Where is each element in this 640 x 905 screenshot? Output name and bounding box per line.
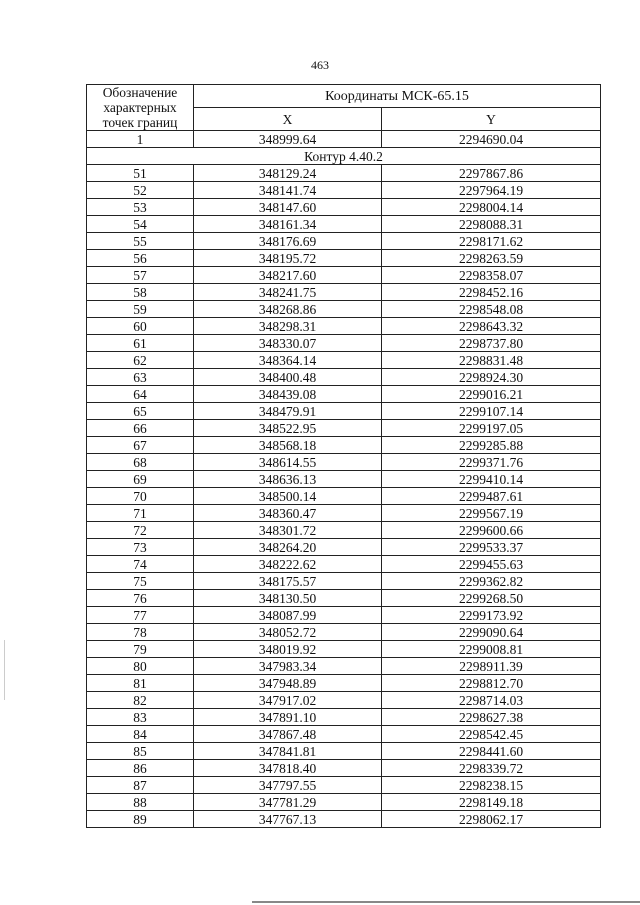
- x-coordinate-cell: 347818.40: [194, 760, 382, 777]
- y-coordinate-cell: 2298088.31: [382, 216, 601, 233]
- point-number-cell: 68: [87, 454, 194, 471]
- table-row: [87, 607, 601, 624]
- point-number-cell: 65: [87, 403, 194, 420]
- point-number-cell: 63: [87, 369, 194, 386]
- y-coordinate-cell: 2299410.14: [382, 471, 601, 488]
- table-row: [87, 131, 601, 148]
- point-number-cell: 78: [87, 624, 194, 641]
- x-coordinate-cell: 348195.72: [194, 250, 382, 267]
- x-coordinate-cell: 348175.57: [194, 573, 382, 590]
- x-coordinate-cell: 348568.18: [194, 437, 382, 454]
- table-row: [87, 522, 601, 539]
- y-coordinate-cell: 2298911.39: [382, 658, 601, 675]
- y-column-header: Y: [382, 108, 601, 131]
- point-number-cell: 52: [87, 182, 194, 199]
- y-coordinate-cell: 2298452.16: [382, 284, 601, 301]
- table-row: [87, 488, 601, 505]
- table-row: [87, 743, 601, 760]
- coordinates-table: [86, 84, 601, 828]
- table-row: [87, 420, 601, 437]
- point-header-line-1: Обозначение: [102, 85, 178, 100]
- point-number-cell: 85: [87, 743, 194, 760]
- y-coordinate-cell: 2298339.72: [382, 760, 601, 777]
- y-coordinate-cell: 2298831.48: [382, 352, 601, 369]
- point-number-cell: 87: [87, 777, 194, 794]
- x-coordinate-cell: 348636.13: [194, 471, 382, 488]
- y-coordinate-cell: 2299285.88: [382, 437, 601, 454]
- table-row: [87, 454, 601, 471]
- table-row: [87, 573, 601, 590]
- x-coordinate-cell: 347891.10: [194, 709, 382, 726]
- y-coordinate-cell: 2297867.86: [382, 165, 601, 182]
- x-column-header: X: [194, 108, 382, 131]
- section-title: Контур 4.40.2: [87, 148, 601, 165]
- point-number-cell: 71: [87, 505, 194, 522]
- table-row: [87, 352, 601, 369]
- point-number-cell: 72: [87, 522, 194, 539]
- point-number-cell: 84: [87, 726, 194, 743]
- table-row: [87, 624, 601, 641]
- x-coordinate-cell: 348161.34: [194, 216, 382, 233]
- point-number-cell: 56: [87, 250, 194, 267]
- point-number-cell: 81: [87, 675, 194, 692]
- point-number-cell: 82: [87, 692, 194, 709]
- point-number-cell: 55: [87, 233, 194, 250]
- x-coordinate-cell: 348479.91: [194, 403, 382, 420]
- page-number: 463: [311, 58, 329, 72]
- y-coordinate-cell: 2299600.66: [382, 522, 601, 539]
- y-coordinate-cell: 2298812.70: [382, 675, 601, 692]
- y-coordinate-cell: 2299090.64: [382, 624, 601, 641]
- table-row: [87, 284, 601, 301]
- table-row: [87, 590, 601, 607]
- y-coordinate-cell: 2299107.14: [382, 403, 601, 420]
- x-coordinate-cell: 348439.08: [194, 386, 382, 403]
- y-coordinate-cell: 2298643.32: [382, 318, 601, 335]
- section-row: [87, 148, 601, 165]
- point-number-cell: 1: [87, 131, 194, 148]
- point-number-cell: 73: [87, 539, 194, 556]
- y-coordinate-cell: 2299173.92: [382, 607, 601, 624]
- table-row: [87, 658, 601, 675]
- x-coordinate-cell: 348364.14: [194, 352, 382, 369]
- point-number-cell: 77: [87, 607, 194, 624]
- point-number-cell: 83: [87, 709, 194, 726]
- point-number-cell: 86: [87, 760, 194, 777]
- x-coordinate-cell: 348087.99: [194, 607, 382, 624]
- y-coordinate-cell: 2299371.76: [382, 454, 601, 471]
- point-number-cell: 66: [87, 420, 194, 437]
- table-row: [87, 369, 601, 386]
- table-row: [87, 318, 601, 335]
- point-number-cell: 67: [87, 437, 194, 454]
- table-row: [87, 726, 601, 743]
- x-coordinate-cell: 348147.60: [194, 199, 382, 216]
- point-number-cell: 89: [87, 811, 194, 828]
- point-number-cell: 57: [87, 267, 194, 284]
- table-row: [87, 641, 601, 658]
- table-row: [87, 675, 601, 692]
- point-number-cell: 54: [87, 216, 194, 233]
- y-coordinate-cell: 2299197.05: [382, 420, 601, 437]
- x-coordinate-cell: 348222.62: [194, 556, 382, 573]
- y-coordinate-cell: 2298627.38: [382, 709, 601, 726]
- y-coordinate-cell: 2298542.45: [382, 726, 601, 743]
- coordinates-header: Координаты МСК-65.15: [194, 85, 601, 108]
- y-coordinate-cell: 2298238.15: [382, 777, 601, 794]
- y-coordinate-cell: 2297964.19: [382, 182, 601, 199]
- y-coordinate-cell: 2298358.07: [382, 267, 601, 284]
- x-coordinate-cell: 348360.47: [194, 505, 382, 522]
- y-coordinate-cell: 2298924.30: [382, 369, 601, 386]
- x-coordinate-cell: 347983.34: [194, 658, 382, 675]
- point-number-cell: 53: [87, 199, 194, 216]
- x-coordinate-cell: 348019.92: [194, 641, 382, 658]
- table-row: [87, 250, 601, 267]
- table-row: [87, 403, 601, 420]
- x-coordinate-cell: 348141.74: [194, 182, 382, 199]
- x-coordinate-cell: 347948.89: [194, 675, 382, 692]
- y-coordinate-cell: 2298171.62: [382, 233, 601, 250]
- scan-edge-mark: [4, 640, 5, 700]
- y-coordinate-cell: 2299487.61: [382, 488, 601, 505]
- point-number-cell: 64: [87, 386, 194, 403]
- y-coordinate-cell: 2298062.17: [382, 811, 601, 828]
- x-coordinate-cell: 348522.95: [194, 420, 382, 437]
- x-coordinate-cell: 348052.72: [194, 624, 382, 641]
- point-number-cell: 51: [87, 165, 194, 182]
- x-coordinate-cell: 348301.72: [194, 522, 382, 539]
- y-coordinate-cell: 2298548.08: [382, 301, 601, 318]
- point-number-cell: 58: [87, 284, 194, 301]
- y-coordinate-cell: 2298004.14: [382, 199, 601, 216]
- point-number-cell: 62: [87, 352, 194, 369]
- point-number-cell: 60: [87, 318, 194, 335]
- x-coordinate-cell: 348298.31: [194, 318, 382, 335]
- table-row: [87, 386, 601, 403]
- table-row: [87, 301, 601, 318]
- x-coordinate-cell: 348400.48: [194, 369, 382, 386]
- x-coordinate-cell: 348500.14: [194, 488, 382, 505]
- point-number-cell: 74: [87, 556, 194, 573]
- y-coordinate-cell: 2298737.80: [382, 335, 601, 352]
- y-coordinate-cell: 2294690.04: [382, 131, 601, 148]
- table-row: [87, 165, 601, 182]
- table-row: [87, 471, 601, 488]
- x-coordinate-cell: 348330.07: [194, 335, 382, 352]
- table-row: [87, 437, 601, 454]
- table-row: [87, 709, 601, 726]
- x-coordinate-cell: 347917.02: [194, 692, 382, 709]
- table-row: [87, 505, 601, 522]
- x-coordinate-cell: 348264.20: [194, 539, 382, 556]
- table-row: [87, 777, 601, 794]
- point-number-cell: 59: [87, 301, 194, 318]
- x-coordinate-cell: 347867.48: [194, 726, 382, 743]
- x-coordinate-cell: 348176.69: [194, 233, 382, 250]
- point-number-cell: 80: [87, 658, 194, 675]
- y-coordinate-cell: 2299362.82: [382, 573, 601, 590]
- x-coordinate-cell: 348130.50: [194, 590, 382, 607]
- table-row: [87, 811, 601, 828]
- x-coordinate-cell: 348268.86: [194, 301, 382, 318]
- point-header-line-3: точек границ: [102, 115, 178, 130]
- table-row: [87, 556, 601, 573]
- x-coordinate-cell: 348999.64: [194, 131, 382, 148]
- x-coordinate-cell: 348614.55: [194, 454, 382, 471]
- point-number-cell: 88: [87, 794, 194, 811]
- table-row: [87, 794, 601, 811]
- y-coordinate-cell: 2299567.19: [382, 505, 601, 522]
- y-coordinate-cell: 2298714.03: [382, 692, 601, 709]
- point-number-cell: 79: [87, 641, 194, 658]
- scan-bottom-line: [252, 901, 640, 903]
- y-coordinate-cell: 2299016.21: [382, 386, 601, 403]
- y-coordinate-cell: 2298441.60: [382, 743, 601, 760]
- table-row: [87, 539, 601, 556]
- y-coordinate-cell: 2298149.18: [382, 794, 601, 811]
- x-coordinate-cell: 347841.81: [194, 743, 382, 760]
- x-coordinate-cell: 348129.24: [194, 165, 382, 182]
- table-row: [87, 233, 601, 250]
- x-coordinate-cell: 348217.60: [194, 267, 382, 284]
- point-number-cell: 75: [87, 573, 194, 590]
- x-coordinate-cell: 347781.29: [194, 794, 382, 811]
- point-header-line-2: характерных: [103, 100, 177, 115]
- y-coordinate-cell: 2299008.81: [382, 641, 601, 658]
- y-coordinate-cell: 2299455.63: [382, 556, 601, 573]
- table-row: [87, 692, 601, 709]
- table-row: [87, 760, 601, 777]
- y-coordinate-cell: 2298263.59: [382, 250, 601, 267]
- y-coordinate-cell: 2299533.37: [382, 539, 601, 556]
- point-number-cell: 69: [87, 471, 194, 488]
- table-row: [87, 267, 601, 284]
- table-row: [87, 182, 601, 199]
- table-row: [87, 335, 601, 352]
- table-row: [87, 199, 601, 216]
- x-coordinate-cell: 347797.55: [194, 777, 382, 794]
- table-row: [87, 216, 601, 233]
- point-designation-header: [87, 85, 194, 131]
- x-coordinate-cell: 348241.75: [194, 284, 382, 301]
- point-number-cell: 70: [87, 488, 194, 505]
- y-coordinate-cell: 2299268.50: [382, 590, 601, 607]
- x-coordinate-cell: 347767.13: [194, 811, 382, 828]
- point-number-cell: 76: [87, 590, 194, 607]
- point-number-cell: 61: [87, 335, 194, 352]
